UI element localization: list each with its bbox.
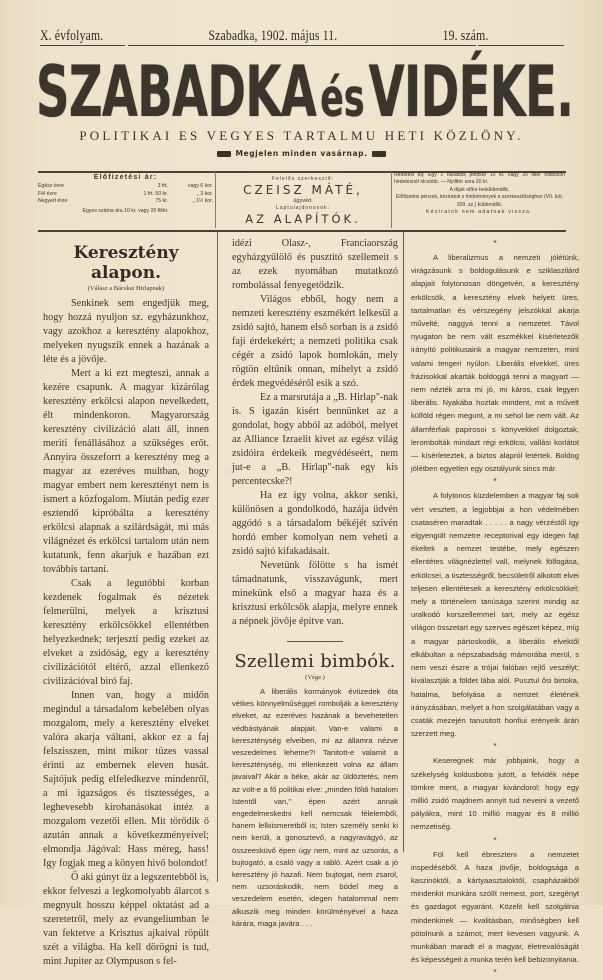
article-paragraph: Világos ebből, hogy nem a nemzeti keresztény eszmékért lelkesül a zsidó sajtó, hanem első sorban is a zsidó faji érdekekért; a nemzeti politika csak cégér a zsidó lapok homlokán, mely rögtön eltűnik onnan, mihelyt a zsidó érdek megvédéséről esik a szó. (232, 294, 398, 389)
editor-title: ügyvéd. (293, 198, 313, 204)
masthead-subtitle: POLITIKAI ES VEGYES TARTALMU HETI KÖZLÖNY. (79, 128, 524, 143)
header-rule-left (40, 45, 125, 46)
article-note: (Vége.) (305, 674, 325, 681)
owner-name: AZ ALAPÍTÓK. (245, 212, 361, 226)
star-separator: * (493, 835, 497, 845)
owner-label: Laptulajdonosok: (276, 205, 330, 211)
issue-number: 19. szám. (442, 28, 489, 44)
advertising-box (391, 172, 567, 228)
star-separator: * (493, 742, 497, 752)
editor-label: Felelős szerkesztő: (272, 176, 334, 182)
column-divider-1 (217, 232, 218, 882)
article-paragraph: A liberalizmus a nemzeti jólétünk, virágzásunk s boldogulásunk e sziklaszilárd alapjait folytonosan döngetvén, a keresztény erkölcsök, a keresztény elvek helyett üres, tartalmatlan és vérszegény jelszókkal akarja művelté, naggyá tenni a nemzetet. Távol nyugaton be nem vált eszmékkel kísérletezők irányító politikusaink a magyar nemzeten, mint valami tengeri nyúlon. Liberális elvekkel, üres frázisokkal akarták boldoggá tenni a magyart — nem nézték arra mi jó, mi káros, csak legyen liberális. Nyakába hoztak mindent, mit a művelt külföld régen megunt, a mi sehol be nem vált. Az államférfiak papirosoi s könyvekkel dolgoztak, lerombolták mindazt régi erkölcsi, vallási korlátot — kísérleteztek, a biztos alapról letértek. Boldog jólétben egyetlen egy osztályunk sincs már. (411, 253, 579, 474)
article-paragraph: Innen van, hogy a midőn megindul a társadalom kebelében olyas mozgalom, mely a keresztény elveket valóra akarja váltani, akkor ez a faj felszisszen, mint mikor tüzes vassal érinti az embernek eleven husát. Sajtójuk pedig elfeledkezve mindenről, a mi igazságos és tisztességes, a leghevesebb kirohanásokat intéz a mozgalom vezetői ellen. Mit törődik ő azután annak a következményeivel; elmondja Jágóval: Hass méreg, hass! Igy fogjak meg a könyen hivő bolondot! (43, 690, 209, 869)
masthead-word-2: VIDÉKE. (368, 50, 574, 133)
article-paragraph: idézi Olasz-, Franciaország egyházgyűlölő és pusztitó szellemeit s az ezek nyomában mutatkozó rombolással fenyegetődzik. (232, 238, 398, 291)
column-1 (43, 237, 209, 969)
publication-schedule (0, 149, 603, 158)
ad-prepay-text: A díjak előre beküldendők. (449, 186, 510, 193)
article-paragraph: Senkinek sem engedjük meg, hogy hozzá nyuljon sz. egyházunkhoz, vagy azokhoz a keresztény alapokhoz, melyeken nyugszik ennek a hazának a léte és a jövője. (43, 298, 209, 365)
schedule-text: Megjelen minden vasárnap. (235, 149, 368, 158)
infobox-bottom-rule (38, 230, 566, 232)
column-3 (411, 237, 579, 980)
star-separator: * (493, 239, 497, 248)
info-box (38, 172, 566, 228)
article-paragraph: Ő aki gúnyt űz a legszentebből is, ekkor felveszi a legkomolyabb álarcot s megnyult hosszu képpel oktatást ad a szeretetről, mely az evangeliumban le van fektetve a Krisztus ajkaival röpült szét a világba. Ha kell dörögni is tud, mint Jupiter az Olympuson s fel- (43, 872, 209, 967)
editorial-box (215, 172, 390, 228)
subscription-box (38, 172, 213, 228)
article-title: Keresztény alapon. (73, 243, 179, 283)
header-rule-center (128, 45, 476, 46)
ad-rate-text: Hirdetési díj: Egy 1 hasábos petitsor 10 kr. vagy 20 fillér többszöri hirdetésnél olcsóbb. — Nyilttér sora 20 kr. (394, 172, 565, 186)
masthead-conj: és (320, 67, 365, 129)
pointing-hand-icon (217, 151, 231, 157)
pointing-hand-icon (372, 151, 386, 157)
dateline: Szabadka, 1902. május 11. (208, 28, 338, 44)
masthead-word-1: SZABADKA (36, 50, 317, 133)
article-paragraph: Csak a legutóbbi korban kezdenek fogalmak és nézetek felmerülni, melyek a krisztusi keresztény erkölcsökkel ellentétben helyezkednek; terjeszti pedig ezeket az elveket a zsidóság, egy a keresztény civilizációtól eltérő, azzal ellenkező civilizációval biró faj. (43, 578, 209, 687)
column-divider-2 (403, 232, 404, 852)
ad-address-text: Előfizetési pénzek, kéziratok s hirdetmények a szerkesztőséghez (VII. kör, 209. sz.) küldendők. (395, 194, 564, 208)
article-paragraph: A liberális kormányok évtizedek óta vétkes könnyelműséggel rombolják a keresztény elveket, az ezeréves hazának a bevehetetlen védbástyának alapjait. Van-e valami a kereszténység elveiben, mi az államra nézve veszedelmes lehetne?! Tanitott-e valamit a kereszténység, mi ellenkezett volna az állam javaival? Akár a béke, akár az üldöztetés, nem az volt-e a fő politikai elve: „minden földi hatalom Istentől van," épen azért annak engedelmeskedni kell nemcsak félelemből, hanem lelkiismeretből is; Isten személy senki ki nem kerüli, a gonosztevő, a nagyravágyó, az összeesküvő épen úgy nem, mint az uzsorás, a bujtogató, a csaló vagy a rabló. Azért csak a jó keresztény jó hazafi. Nem bujtogat, nem zsarol, nem uzsoráskodik, nem bódel meg a veszedelem esetén, idegen hatalommal nem alkuszik meg minden körülményével a haza kárára, maga javára . . . (232, 687, 398, 928)
header-line (40, 28, 488, 45)
volume-label: X. évfolyam. (40, 28, 104, 44)
article-paragraph: Mert a ki ezt megteszi, annak a kezére csapunk. A magyar kizárólag keresztény erkölcsi alapon nevelkedett, élt mindenkoron. Magyarország keresztény civilizáció alatt áll, innen meriti fenállásához a szükséges erőt. Annyira összeforrt a keresztény meg a magyar az ezeréves multban, hogy magyar embert nem keresztényt nem is ismert a közfogalom. Miután pedig ezer esztendő kipróbálta a keresztény erkölcsi alapnak a szilárdságát, mi más világnézet és erkölcsi tartalom után nem kutatunk, fenn akarjuk e hazában ezt továbbis tartani. (43, 368, 209, 575)
article-title: Szellemi bimbók. (234, 651, 396, 672)
column-2 (232, 237, 398, 930)
masthead-title (36, 50, 574, 133)
article-note: (Válasz a Bácskai Hirlapnak) (87, 285, 165, 292)
article-paragraph: A folytonos küzdelemben a magyar faj sok vért vesztett, a legjobbjai a hon védelmében csataséren maradtak . . . . . a nagy vérzéstől így elgyengült nemzetre receptorival egy idegen fajt ékeltek a nemzet testébe, mely egészen ellentétes világnézlettel vall, melynek fölfogása, erkölcsei, a tisztességről, becsületről alkotott elvei teljesen ellentétesek a keresztény erkölcsökkel; mely a történelem tanúsága szerint mindig az uralkodó korszellemmel tart, mely az egész világon összetart egy szerves egészet képez, míg a magyar pártoskodik, a liberális elvektől elkábultan a népszabadság mámorába merül, s nem veszi észre a trójai falóban rejlő veszélyt; kiválasztják a földet lába alól. Pusztul ősi birtoka, hatalma, befolyása a nemzet életének irányzásában, melyet a hon szolgálatában vagy a csaták mezején tanusitott honfiui erényeik árán szerzett meg. (411, 491, 579, 739)
star-separator: * (493, 968, 497, 978)
editor-name: CZEISZ MÁTÉ, (243, 183, 363, 197)
article-paragraph: Keseregnek már jobbjaink, hogy a székelység koldusbotra jutott, a felvidék népe tömkre ment, a magyar kivándorol; hogy egy millió zsidó majdnem annyit tud neveini a vezető pályákra, mint 10 millió magyar és 8 millió nemzetiség. (411, 756, 579, 832)
single-copy-price: Egyes száma ára 10 kr. vagy 20 fillér. (82, 207, 169, 214)
price-row: Fél évre 1 frt. 50 kr. „ 3 kor. (38, 190, 213, 197)
article-paragraph: Föl kell ébreszteni a nemzetet inspedéséből. A haza jövője, boldogsága a kaszinóktól, a kártyaasztaloktól, csapházakból mindenkit munkára szólít nemest, port, szegényt és gazdagot egyaránt. Közelit kell szolgálnia mindenkinek — kvalitásban, minőségben kell pótolnunk a számot, mert kevesen vagyunk. A munkában maradt el a magyar, életrevalóságát és képességeit a munka terén kell bebizonyitania. (411, 849, 579, 965)
article-separator (287, 641, 343, 642)
header-rule-right (478, 45, 564, 46)
article-paragraph: Nevetünk fölötte s ha ismét támadnatunk, visszavágunk, mert minekünk első a magyar haza és a krisztusi erkölcsök alapja, melyre ennek a népnek jövője épitve van. (232, 560, 398, 627)
subscription-heading: Előfizetési ár: (93, 174, 158, 181)
article-paragraph: Ez a marsrutája a „B. Hirlap"-nak is. S igazán kisért bennünket az a gondolat, hogy abból az adóból, melyet az Alliance Izraelit kivet az egész világ zsidóira érdekeik megvédéseért, nem jut-e a „B. Hirlap"-nak egy kis percentecske?! (232, 392, 398, 487)
manuscripts-note: Kéziratok nem adatnak vissza. (426, 209, 533, 216)
article-paragraph: Ha ez így volna, akkor senki, különösen a gondolkodó, hazája üdvén aggódó s a társadalom békéjét szivén hordó ember komolyan nem veheti a zsidó sajtó kifakadásait. (232, 490, 398, 557)
price-row: Egész évre 3 frt. vagy 6 kor. (38, 183, 213, 189)
price-row: Negyed évre 75 kr. „ 1½ kor. (38, 198, 213, 205)
star-separator: * (493, 477, 497, 487)
